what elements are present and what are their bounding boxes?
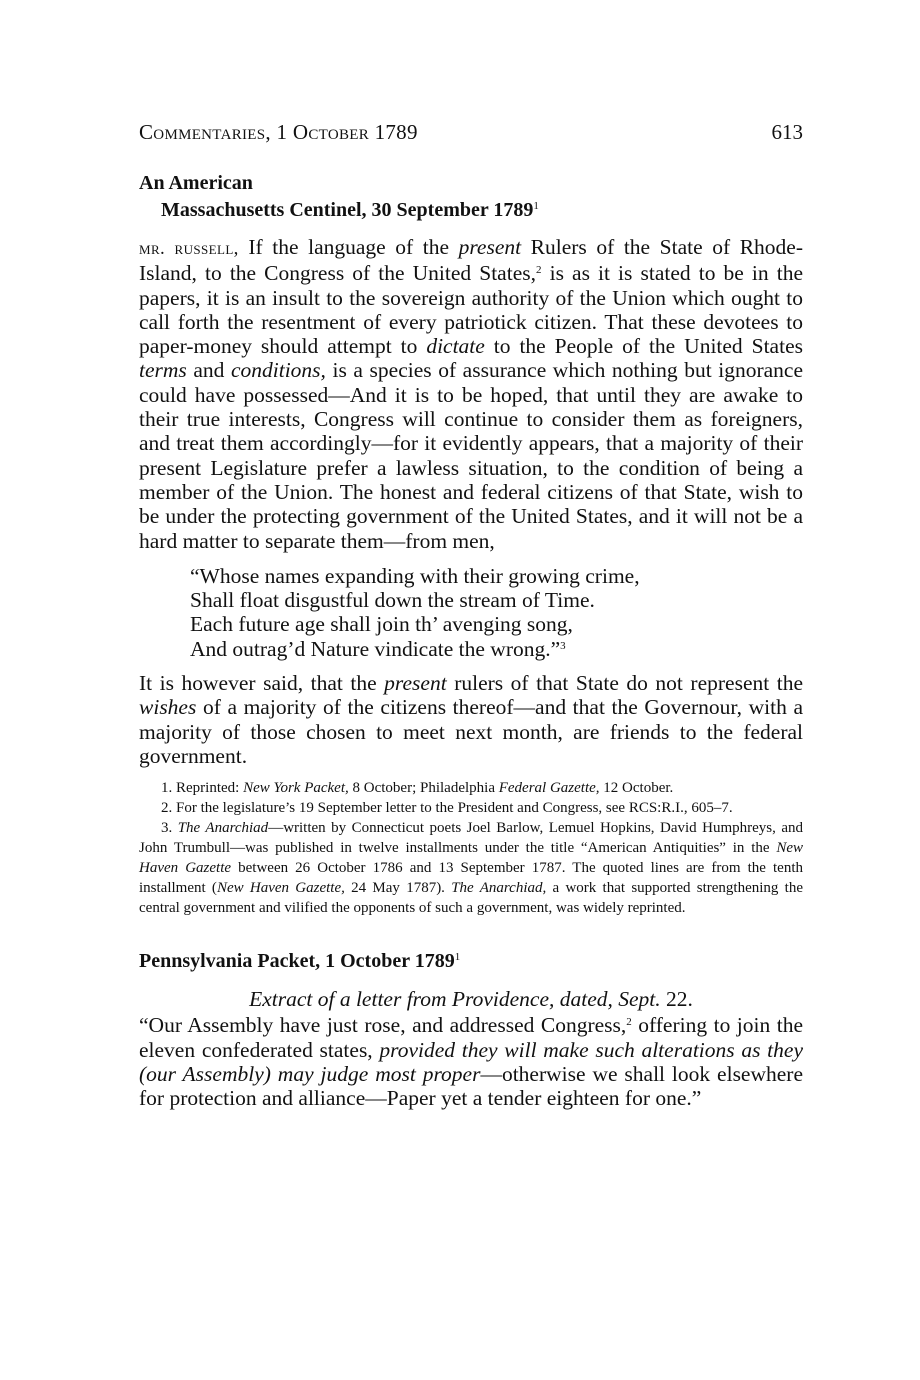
- italic-run: New York Packet,: [243, 780, 349, 797]
- italic-run: conditions,: [230, 358, 326, 383]
- text-run: 1. Reprinted:: [161, 780, 244, 797]
- footnote-ref: 1: [533, 200, 539, 212]
- footnote-ref: 2: [626, 1016, 632, 1029]
- text-run: 12 October.: [599, 780, 674, 797]
- text-run: 24 May 1787).: [344, 880, 452, 897]
- poem-line-text: And outrag’d Nature vindicate the wrong.”: [190, 636, 561, 661]
- running-head: [139, 120, 803, 152]
- text-run: between 26 October 1786 and 13 September 1787. The quoted lines are from the tenth installment (: [139, 860, 804, 897]
- text-run: —otherwise we shall look elsewhere for protection and alliance—Paper yet a tender eighteen for one.”: [139, 1061, 803, 1111]
- italic-run: Federal Gazette,: [498, 780, 600, 797]
- italic-run: New Haven Gazette: [139, 840, 803, 877]
- text-run: is a species of assurance which nothing but ignorance could have possessed—And it is to be hoped, that until they are awake to their true interests, Congress will continue to consider them as foreigners, and treat them accordingly—for it evidently appears, that a majority of their present Legislature prefer a lawless situation, to the condition of being a member of the Union. The honest and federal citizens of that State, wish to be under the protecting government of the United States, and it will not be a hard matter to separate them—from men,: [139, 358, 803, 553]
- section-heading: [139, 948, 803, 975]
- poem-line-last: [190, 637, 803, 661]
- poem-line: Each future age shall join th’ avenging song,: [190, 612, 573, 637]
- source-heading: [139, 197, 803, 224]
- text-run: offering to join the eleven confederated states,: [139, 1013, 804, 1062]
- italic-run: Extract of a letter from Providence, dated, Sept.: [249, 987, 661, 1012]
- italic-run: present: [458, 235, 522, 259]
- footnote-1: [139, 778, 803, 798]
- text-run: and: [186, 358, 231, 383]
- italic-run: wishes: [139, 695, 197, 720]
- italic-run: The Anarchiad,: [451, 880, 547, 897]
- text-run: to the People of the United States: [484, 334, 803, 359]
- italic-run: terms: [139, 358, 187, 383]
- italic-run: The Anarchiad: [177, 820, 269, 837]
- text-run: Rulers of the State of Rhode-Island, to the Congress of the United States,: [139, 235, 803, 286]
- poem-quote: [190, 564, 803, 661]
- text-run: 3.: [161, 820, 178, 837]
- footnotes: [139, 778, 803, 918]
- italic-run: provided they will make such alterations as they (our Assembly) may judge most proper: [139, 1037, 803, 1086]
- body-paragraph: [139, 1013, 803, 1110]
- source-title: Pennsylvania Packet, 1 October 1789: [139, 950, 455, 973]
- running-title: Commentaries, 1 October 1789: [139, 120, 418, 144]
- footnote-ref: 2: [536, 264, 542, 277]
- text-run: —written by Connecticut poets Joel Barlow, Lemuel Hopkins, David Humphreys, and John Trumbull—was published in twelve installments under the title “American Antiquities” in the: [139, 820, 804, 857]
- poem-line: “Whose names expanding with their growing crime,: [190, 563, 640, 588]
- footnote-ref: 3: [560, 639, 566, 652]
- extract-line: [139, 987, 803, 1011]
- body-paragraph: [139, 235, 803, 553]
- author-name: An American: [139, 172, 253, 194]
- text-run: 22.: [660, 987, 693, 1012]
- footnote-2: [139, 798, 803, 818]
- text-run: 2. For the legislature’s 19 September letter to the President and Congress, see RCS:R.I., 605–7.: [161, 800, 733, 817]
- text-run: is as it is stated to be in the papers, it is an insult to the sovereign authority of the Union which ought to call forth the resentment of every patriotick citizen. That these devotees to paper-money should attempt to: [139, 261, 804, 359]
- page-number: 613: [771, 120, 803, 144]
- footnote-ref: 1: [454, 951, 461, 964]
- text-run: It is however said, that the: [139, 671, 385, 696]
- source-title: Massachusetts Centinel, 30 September 1789: [161, 199, 534, 221]
- text-run: rulers of that State do not represent the: [446, 671, 803, 696]
- salutation: mr. russell,: [139, 238, 239, 259]
- italic-run: dictate: [426, 334, 485, 359]
- italic-run: present: [384, 671, 447, 696]
- text-run: of a majority of the citizens thereof—and that the Governour, with a majority of those chosen to meet next month, are friends to the federal government.: [139, 695, 803, 768]
- body-paragraph: [139, 671, 803, 768]
- text-run: “Our Assembly have just rose, and addressed Congress,: [139, 1013, 627, 1038]
- footnote-3: [139, 818, 803, 918]
- poem-line: Shall float disgustful down the stream of Time.: [190, 588, 595, 613]
- italic-run: New Haven Gazette,: [216, 880, 345, 897]
- page-content: [139, 170, 803, 1110]
- text-run: If the language of the: [238, 235, 459, 259]
- text-run: a work that supported strengthening the central government and vilified the opponents of such a government, was widely reprinted.: [139, 880, 804, 917]
- author-heading: [139, 170, 803, 197]
- text-run: 8 October; Philadelphia: [348, 780, 499, 797]
